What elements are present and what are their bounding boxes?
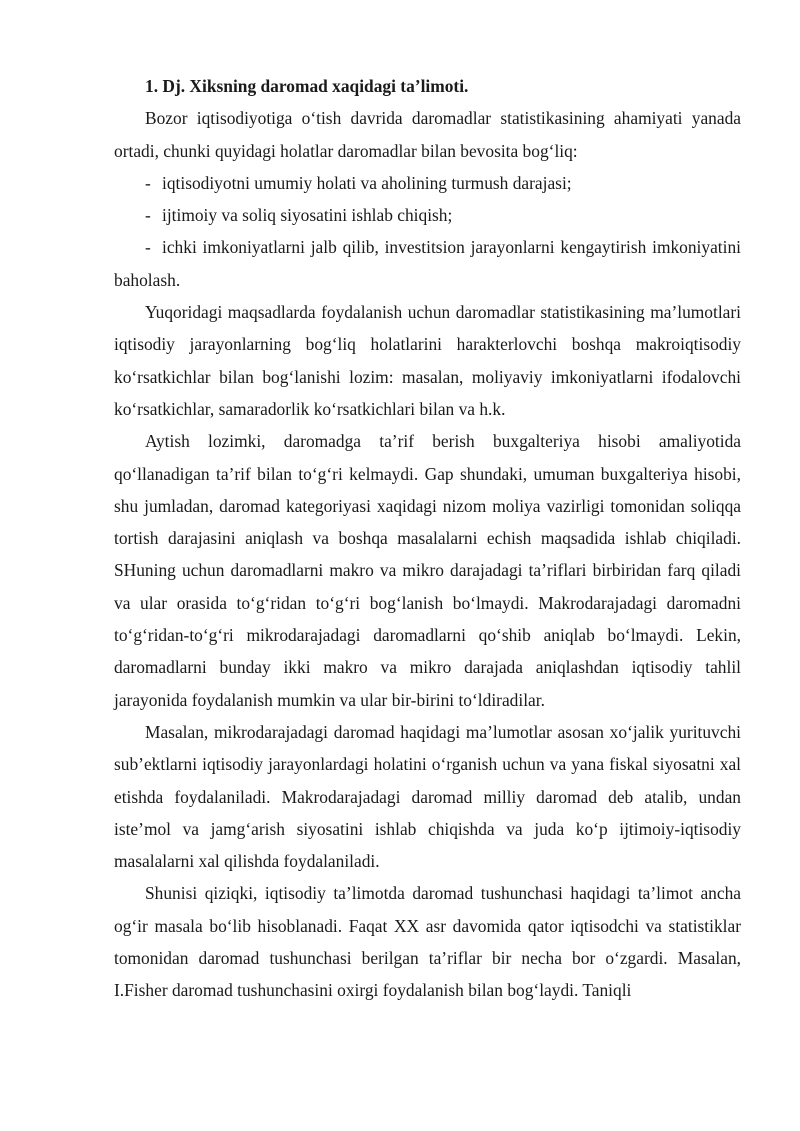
body-paragraph: Shunisi qiziqki, iqtisodiy ta’limotda daromad tushunchasi haqidagi ta’limot ancha og‘ir masala bo‘lib hisoblanadi. Faqat XX asr davomida qator iqtisodchi va statistiklar tomonidan daromad tushunchasi berilgan ta’riflar bir necha bor o‘zgardi. Masalan, I.Fisher daromad tushunchasini oxirgi foydalanish bilan bog‘laydi. Taniqli — [114, 883, 741, 1001]
list-item — [114, 167, 741, 199]
body-paragraph: Aytish lozimki, daromadga ta’rif berish buxgalteriya hisobi amaliyotida qo‘llanadigan ta’rif bilan to‘g‘ri kelmaydi. Gap shundaki, umuman buxgalteriya hisobi, shu jumladan, daromad kategoriyasi xaqidagi nizom moliya vazirligi tomonidan soliqqa tortish darajasini aniqlash va boshqa masalalarni echish maqsadida ishlab chiqiladi. SHuning uchun daromadlarni makro va mikro darajadagi ta’riflari birbiridan farq qiladi va ular orasida to‘g‘ridan to‘g‘ri bog‘lanish bo‘lmaydi. Makrodarajadagi daromadni to‘g‘ridan-to‘g‘ri mikrodarajadagi daromadlarni qo‘shib aniqlab bo‘lmaydi. Lekin, daromadlarni bunday ikki makro va mikro darajada aniqlashdan iqtisodiy tahlil jarayonida foydalanish mumkin va ular bir-birini to‘ldiradilar. — [114, 431, 741, 710]
list-dash: - — [145, 237, 151, 258]
body-paragraph: Masalan, mikrodarajadagi daromad haqidagi ma’lumotlar asosan xo‘jalik yurituvchi sub’ektlarni iqtisodiy jarayonlardagi holatini o‘rganish uchun va yana fiskal siyosatni xal etishda foydalaniladi. Makrodarajadagi daromad milliy daromad deb atalib, undan iste’mol va jamg‘arish siyosatini ishlab chiqishda va juda ko‘p ijtimoiy-iqtisodiy masalalarni xal qilishda foydalaniladi. — [114, 721, 741, 872]
list-item-text: iqtisodiyotni umumiy holati va aholining turmush darajasi; — [162, 172, 572, 193]
list-item-text: ijtimoiy va soliq siyosatini ishlab chiqish; — [162, 205, 453, 226]
body-paragraph: Yuqoridagi maqsadlarda foydalanish uchun daromadlar statistikasining ma’lumotlari iqtisodiy jarayonlarning bog‘liq holatlarini harakterlovchi boshqa makroiqtisodiy ko‘rsatkichlar bilan bog‘lanishi lozim: masalan, moliyaviy imkoniyatlarni ifodalovchi ko‘rsatkichlar, samaradorlik ko‘rsatkichlari bilan va h.k. — [114, 302, 741, 419]
list-item — [114, 231, 741, 296]
intro-paragraph: Bozor iqtisodiyotiga o‘tish davrida daromadlar statistikasining ahamiyati yanada ortadi, chunki quyidagi holatlar daromadlar bilan bevosita bog‘liq: — [114, 108, 741, 161]
list-item — [114, 199, 741, 231]
list-dash: - — [145, 172, 151, 193]
list-dash: - — [145, 205, 151, 226]
section-heading: 1. Dj. Xiksning daromad xaqidagi ta’limoti. — [145, 76, 469, 96]
list-item-text: ichki imkoniyatlarni jalb qilib, investitsion jarayonlarni kengaytirish imkoniyatini baholash. — [114, 237, 741, 290]
document-page — [114, 70, 741, 1007]
